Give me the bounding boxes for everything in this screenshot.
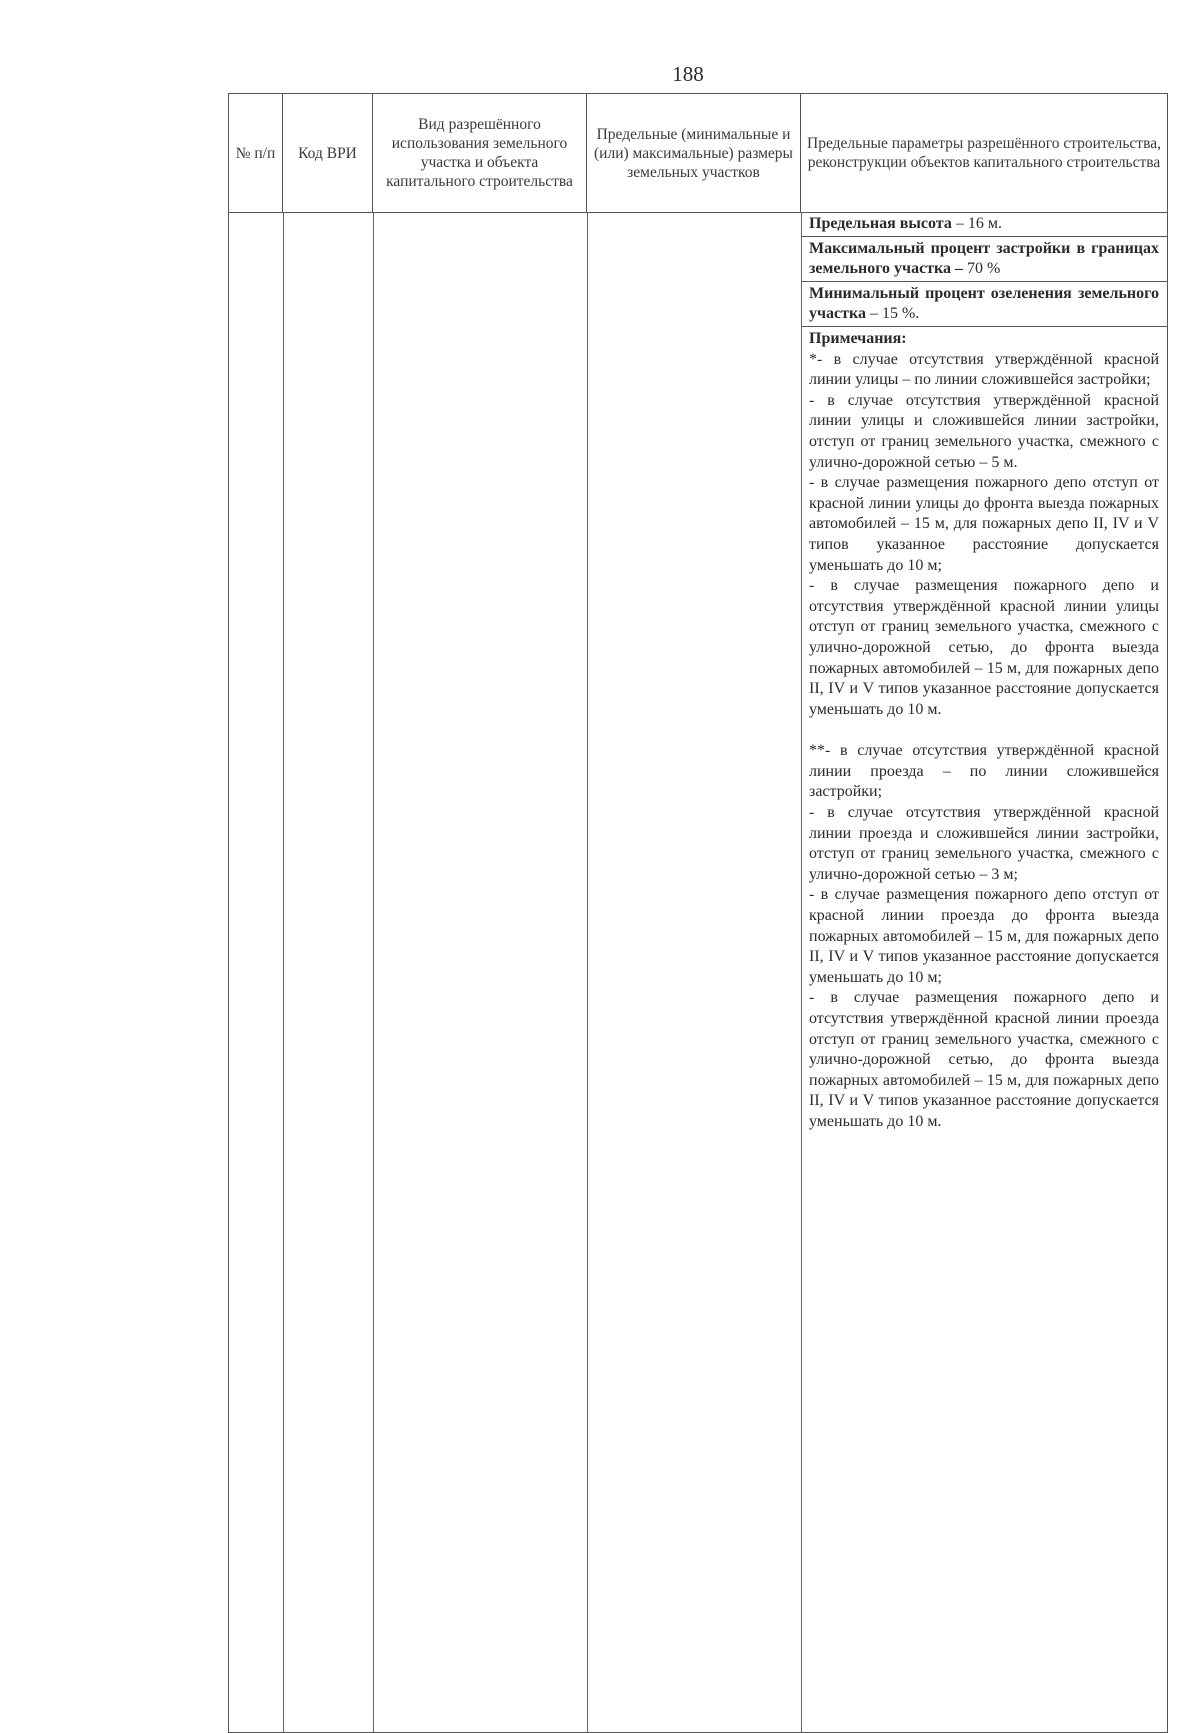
max-build-label: Максимальный процент застройки в границах земельного участка – — [809, 240, 1159, 277]
notes-title: Примечания: — [809, 330, 907, 347]
header-code: Код ВРИ — [283, 94, 373, 212]
min-green-row — [801, 282, 1167, 327]
max-height-row — [801, 212, 1167, 237]
column-divider — [373, 212, 374, 1732]
header-parameters: Предельные параметры разрешённого строительства, реконструкции объектов капитального строительства — [807, 135, 1161, 171]
note-paragraph: *- в случае отсутствия утверждённой красной линии улицы – по линии сложившейся застройки; — [809, 350, 1159, 389]
column-divider — [283, 212, 284, 1732]
page-number: 188 — [672, 62, 704, 86]
header-number: № п/п — [229, 94, 283, 212]
note-paragraph: **- в случае отсутствия утверждённой красной линии проезда – по линии сложившейся застройки; — [809, 742, 1159, 801]
notes-block — [801, 327, 1167, 1135]
column-divider — [587, 212, 588, 1732]
header-plot-size: Предельные (минимальные и (или) максимальные) размеры земельных участков — [587, 94, 801, 212]
spacer — [809, 720, 1159, 741]
note-paragraph: - в случае размещения пожарного депо отступ от красной линии улицы до фронта выезда пожарных автомобилей – 15 м, для пожарных депо II, IV и V типов указанное расстояние допускается уменьшать до 10 м; — [809, 474, 1159, 574]
note-paragraph: - в случае размещения пожарного депо отступ от красной линии проезда до фронта выезда пожарных автомобилей – 15 м, для пожарных депо II, IV и V типов указанное расстояние допускается уменьшать до 10 м; — [809, 886, 1159, 986]
max-build-row — [801, 237, 1167, 282]
note-paragraph: - в случае размещения пожарного депо и отсутствия утверждённой красной линии улицы отступ от границ земельного участка, смежного с улично-дорожной сетью, до фронта выезда пожарных автомобилей – 15 м, для пожарных депо II, IV и V типов указанное расстояние допускается уменьшать до 10 м. — [809, 577, 1159, 718]
parameters-cell — [801, 212, 1167, 1732]
max-height-value: – 16 м. — [951, 215, 1002, 232]
max-height-label: Предельная высота — [809, 215, 952, 232]
note-paragraph: - в случае отсутствия утверждённой красной линии проезда и сложившейся линии застройки, отступ от границ земельного участка, смежного с улично-дорожной сетью – 3 м; — [809, 804, 1159, 883]
min-green-label: Минимальный процент озеленения земельного участка — [809, 285, 1159, 322]
max-build-value: 70 % — [963, 260, 1001, 277]
min-green-value: – 15 %. — [865, 305, 920, 322]
regulations-table — [228, 93, 1168, 1733]
note-paragraph: - в случае отсутствия утверждённой красной линии улицы и сложившейся линии застройки, отступ от границ земельного участка, смежного с улично-дорожной сетью – 5 м. — [809, 391, 1159, 471]
note-paragraph: - в случае размещения пожарного депо и отсутствия утверждённой красной линии проезда отступ от границ земельного участка, смежного с улично-дорожной сетью, до фронта выезда пожарных автомобилей – 15 м, для пожарных депо II, IV и V типов указанное расстояние допускается уменьшать до 10 м. — [809, 989, 1159, 1130]
header-use-type: Вид разрешённого использования земельного участка и объекта капитального строительства — [373, 94, 587, 212]
